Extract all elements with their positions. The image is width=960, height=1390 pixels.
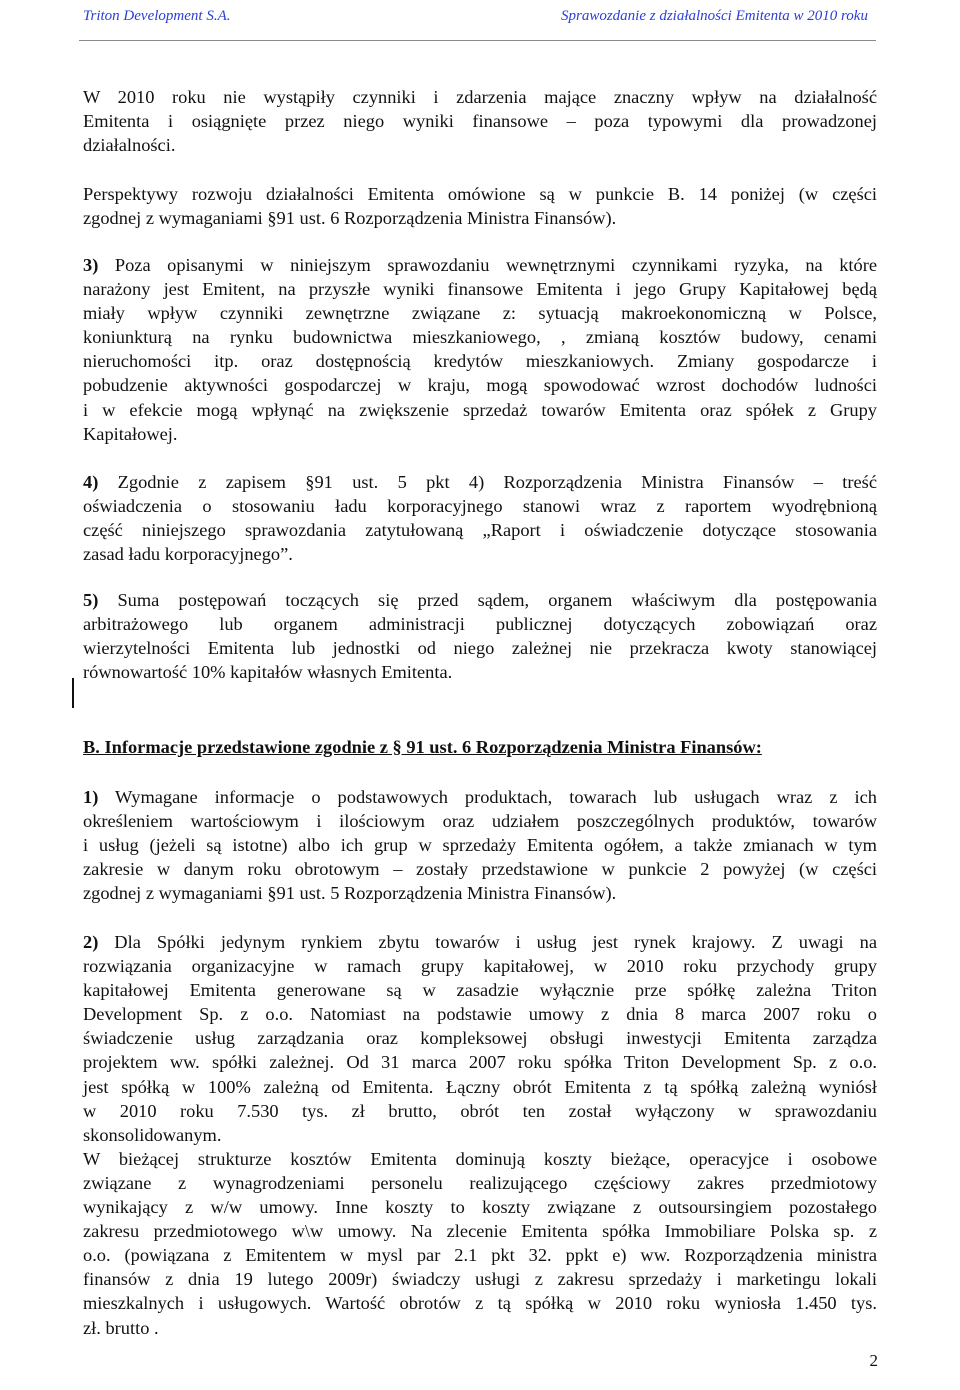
text-line: zasad ładu korporacyjnego”. [83,544,293,565]
page-number: 2 [869,1351,878,1370]
running-header-title: Sprawozdanie z działalności Emitenta w 2010 roku [561,8,868,24]
text-line: zł. brutto . [83,1317,159,1338]
text-line: zakresie w danym roku obrotowym – zostały przedstawione w punkcie 2 powyżej (w części [83,859,877,880]
paragraph-development-perspectives [83,182,877,230]
text-line: określeniem wartościowym i ilościowym oraz udziałem poszczególnych produktów, towarów [83,811,877,832]
text-line: oświadczenia o stosowaniu ładu korporacyjnego stanowi wraz z raportem wyodrębnioną [83,496,877,517]
text-line: związane z wynagrodzeniami personelu realizującego częściowy zakres przedmiotowy [83,1172,877,1193]
text-line: rozwiązania organizacyjne w ramach grupy kapitałowej, w 2010 roku przychody grupy [83,956,877,977]
text-line: i usług (jeżeli są istotne) albo ich grup w sprzedaży Emitenta ogółem, a także zmianach w tym [83,835,877,856]
text-line: narażony jest Emitent, na przyszłe wyniki finansowe Emitenta i jego Grupy Kapitałowej będą [83,279,877,300]
paragraph-no-significant-events [83,85,877,157]
text-line: projektem ww. spółki zależnej. Od 31 marca 2007 roku spółka Triton Development Sp. z o.o. [83,1052,877,1073]
text-line: Emitenta i osiągnięte przez niego wyniki finansowe – poza typowymi dla prowadzonej [83,111,877,132]
paragraph-corporate-governance [83,470,877,566]
text-line: W 2010 roku nie wystąpiły czynniki i zdarzenia mające znaczny wpływ na działalność [83,87,877,107]
item-number: 3) [83,255,99,275]
text-line: skonsolidowanym. [83,1124,222,1145]
text-line: w 2010 roku 7.530 tys. zł brutto, obrót ten został wyłączony w sprawozdaniu [83,1100,877,1121]
text-line: 5) Suma postępowań toczących się przed sądem, organem właściwym dla postępowania [83,590,877,610]
text-line: zgodnej z wymaganiami §91 ust. 5 Rozporządzenia Ministra Finansów). [83,883,617,904]
text-line: wierzytelności Emitenta lub jednostki od niego zależnej nie przekracza kwoty stanowiącej [83,638,877,659]
paragraph-products-info [83,785,877,905]
paragraph-risk-factors [83,253,877,446]
change-bar [72,678,74,708]
text-line: część niniejszego sprawozdania zatytułowaną „Raport i oświadczenie dotyczące stosowania [83,520,877,541]
text-line: finansów z dnia 19 lutego 2009r) świadczy usługi z zakresu sprzedaży i marketingu lokali [83,1269,877,1290]
text-line: świadczenie usług zarządzania oraz kompleksowej obsługi inwestycji Emitenta zarządza [83,1028,877,1049]
text-line: Perspektywy rozwoju działalności Emitenta omówione są w punkcie B. 14 poniżej (w części [83,184,877,204]
text-line: kapitałowej Emitenta generowane są w zasadzie wyłącznie prze spółkę zależna Triton [83,980,877,1001]
text-line: jest spółką w 100% zależną od Emitenta. Łączny obrót Emitenta z tą spółką zależną wyniósł [83,1076,877,1097]
text-line: pobudzenie aktywności gospodarczej w kraju, mogą spowodować wzrost dochodów ludności [83,375,877,396]
header-divider [79,40,876,41]
text-line: Development Sp. z o.o. Natomiast na podstawie umowy z dnia 8 marca 2007 roku o [83,1004,877,1025]
text-line: 2) Dla Spółki jedynym rynkiem zbytu towarów i usług jest rynek krajowy. Z uwagi na [83,932,877,952]
item-number: 5) [83,590,99,610]
paragraph-legal-proceedings [83,588,877,684]
text-line: i w efekcie mogą wpłynąć na zwiększenie sprzedaż towarów Emitenta oraz spółek z Grupy [83,399,877,420]
text-line: nieruchomości itp. oraz dostępnością kredytów mieszkaniowych. Zmiany gospodarcze i [83,351,877,372]
text-line: zakresu przedmiotowego w\w umowy. Na zlecenie Emitenta spółka Immobiliare Polska sp. z [83,1221,877,1242]
text-line: arbitrażowego lub organem administracji publicznej dotyczących zobowiązań oraz [83,614,877,635]
text-line: miały wpływ czynniki zewnętrzne związane z: sytuacją makroekonomiczną w Polsce, [83,303,877,324]
text-line: zgodnej z wymaganiami §91 ust. 6 Rozporządzenia Ministra Finansów). [83,208,617,229]
text-line: mieszkalnych i usługowych. Wartość obrotów z tą spółką w 2010 roku wyniosła 1.450 tys. [83,1293,877,1314]
section-b-heading: B. Informacje przedstawione zgodnie z § 91 ust. 6 Rozporządzenia Ministra Finansów: [83,737,762,757]
paragraph-sales-markets [83,930,877,1340]
text-line: o.o. (powiązana z Emitentem w mysl par 2.1 pkt 32. ppkt e) ww. Rozporządzenia ministra [83,1245,877,1266]
running-header-company: Triton Development S.A. [83,8,231,24]
text-line: W bieżącej strukturze kosztów Emitenta dominują koszty bieżące, operacyjce i osobowe [83,1148,877,1169]
text-line: wynikający z w/w umowy. Inne koszty to koszty związane z outsoursingiem pozostałego [83,1197,877,1218]
item-number: 2) [83,932,99,952]
text-line: koniunkturą na rynku budownictwa mieszkaniowego, , zmianą kosztów budowy, cenami [83,327,877,348]
text-line: 1) Wymagane informacje o podstawowych produktach, towarach lub usługach wraz z ich [83,787,877,807]
text-line: działalności. [83,135,176,156]
item-number: 1) [83,787,99,807]
item-number: 4) [83,472,99,492]
text-line: 4) Zgodnie z zapisem §91 ust. 5 pkt 4) Rozporządzenia Ministra Finansów – treść [83,472,877,492]
text-line: Kapitałowej. [83,423,178,444]
text-line: równowartość 10% kapitałów własnych Emitenta. [83,662,453,683]
text-line: 3) Poza opisanymi w niniejszym sprawozdaniu wewnętrznymi czynnikami ryzyka, na które [83,255,877,275]
